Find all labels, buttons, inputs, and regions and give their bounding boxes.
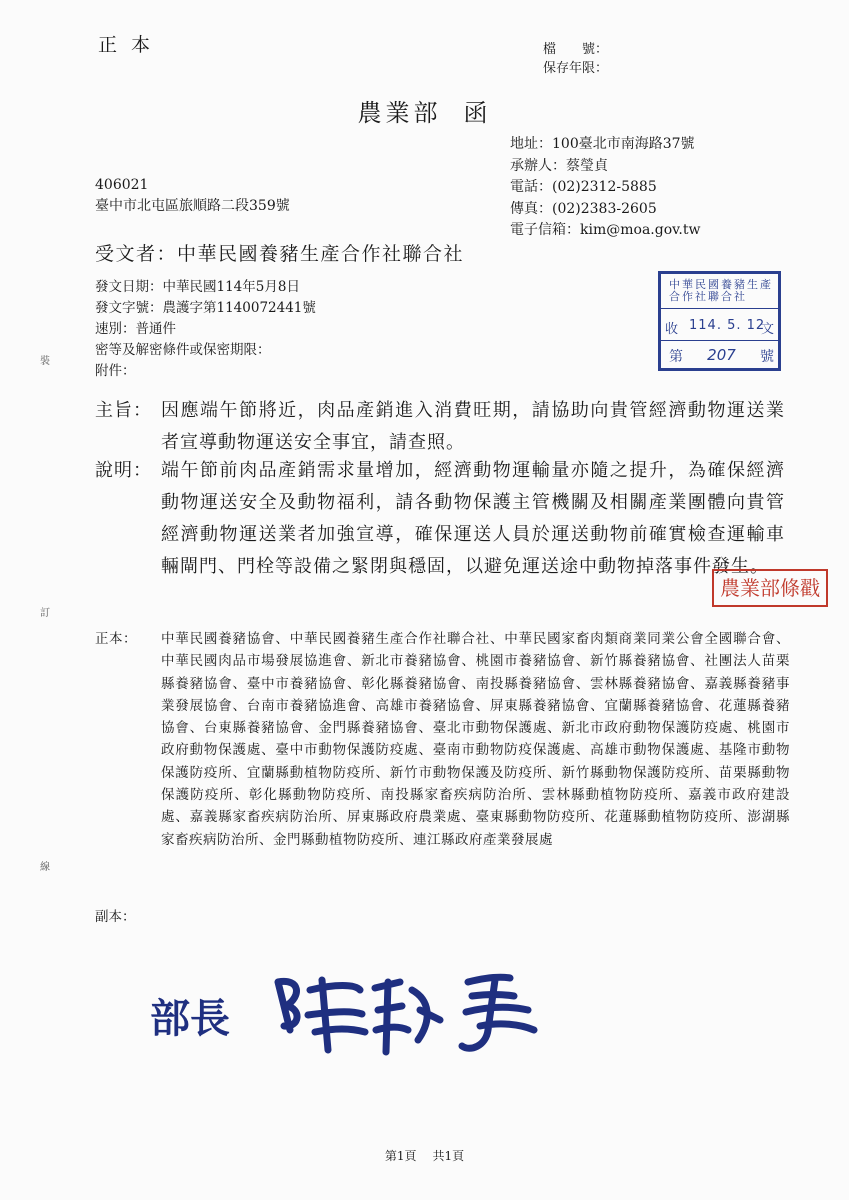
meta-block [95,277,316,382]
recipient: 受文者：中華民國養豬生產合作社聯合社 [95,243,465,265]
receipt-stamp [658,271,781,371]
copy-mark: 正本 [98,34,165,56]
doc-type: 函 [463,99,492,127]
signature-title: 部長 [150,995,230,1042]
stamp-number-value: 207 [707,346,736,364]
postal-code: 406021 [95,177,149,193]
archive-no-label: 檔 號： [543,42,609,57]
issue-date: 發文日期：中華民國114年5月8日 [95,279,300,295]
retention-label: 保存年限： [543,61,609,76]
stamp-receive: 收 [665,322,679,337]
contact-address: 地址：100臺北市南海路37號 [510,136,695,152]
contact-phone: 電話：(02)2312-5885 [510,179,657,195]
stamp-doc: 文 [760,322,774,337]
signature-stroke [278,977,534,1052]
stamp-number-suffix: 號 [759,349,774,365]
contact-handler: 承辦人：蔡瑩貞 [510,157,608,174]
stamp-number [669,346,774,366]
explanation-text: 端午節前肉品產銷需求量增加，經濟動物運輸量亦隨之提升，為確保經濟動物運送安全及動物福利，請各動物保護主管機關及相關產業團體向貴管經濟動物運送業者加強宣導，確保運送人員於運送動物前確實檢查運輸車輛閘門、門栓等設備之緊閉與穩固，以避免運送途中動物掉落事件發生。 [161,460,785,577]
contact-email: 電子信箱：kim@moa.gov.tw [510,222,701,238]
stamp-number-prefix: 第 [669,349,683,365]
minister-signature [150,960,570,1080]
distribution-text: 中華民國養豬協會、中華民國養豬生產合作社聯合社、中華民國家畜肉類商業同業公會全國聯合會、中華民國肉品市場發展協進會、新北市養豬協會、桃園市養豬協會、新竹縣養豬協會、社團法人苗栗縣養豬協會、臺中市養豬協會、彰化縣養豬協會、南投縣養豬協會、雲林縣養豬協會、嘉義縣養豬事業發展協會、台南市養豬協進會、高雄市養豬協會、屏東縣養豬協會、宜蘭縣養豬協會、花蓮縣養豬協會、台東縣養豬協會、金門縣養豬協會、臺北市動物保護處、新北市政府動物保護防疫處、桃園市政府動物保護處、臺中市動物保護防疫處、臺南市動物防疫保護處、高雄市動物保護處、基隆市動物保護防疫所、宜蘭縣動植物防疫所、新竹市動物保護及防疫所、新竹縣動物保護防疫所、苗栗縣動物保護防疫所、彰化縣動物防疫所、南投縣家畜疾病防治所、雲林縣動植物防疫所、嘉義市政府建設處、嘉義縣家畜疾病防治所、屏東縣政府農業處、臺東縣動物防疫所、花蓮縣動植物防疫所、澎湖縣家畜疾病防治所、金門縣動植物防疫所、連江縣政府產業發展處 [161,631,790,848]
agency-name: 農業部 [357,99,442,127]
distribution-label: 正本： [95,631,137,647]
page-footer [0,1147,849,1164]
binding-mark-3: 線 [40,862,50,873]
recipient-address [95,175,290,217]
explanation-label: 說明： [95,460,152,481]
explanation [95,455,785,583]
contact-fax: 傳真：(02)2383-2605 [510,200,657,217]
speed: 速別：普通件 [95,321,176,337]
file-info [543,40,608,78]
stamp-org: 中華民國養豬生產合作社聯合社 [669,278,773,303]
subject [95,395,785,459]
copies-label: 副本： [95,909,136,925]
distribution-list [95,628,790,851]
page-number: 第1頁 [384,1149,417,1163]
subject-text: 因應端午節將近，肉品產銷進入消費旺期，請協助向貴管經濟動物運送業者宣導動物運送安全事宜，請查照。 [161,400,785,453]
subject-label: 主旨： [95,400,152,421]
document-title [0,93,849,128]
binding-mark-2: 訂 [40,608,50,619]
page-total: 共1頁 [432,1149,465,1163]
binding-mark-1: 裝 [40,356,50,367]
red-seal [711,568,829,608]
doc-number: 發文字號：農護字第1140072441號 [95,300,316,316]
stamp-date: 114. 5. 12 [689,318,766,333]
attachment: 附件： [95,363,136,379]
contact-block [510,134,700,242]
street-address: 臺中市北屯區旅順路二段359號 [95,198,290,214]
red-seal-text: 農業部條戳 [720,576,820,600]
confidentiality: 密等及解密條件或保密期限： [95,342,271,358]
